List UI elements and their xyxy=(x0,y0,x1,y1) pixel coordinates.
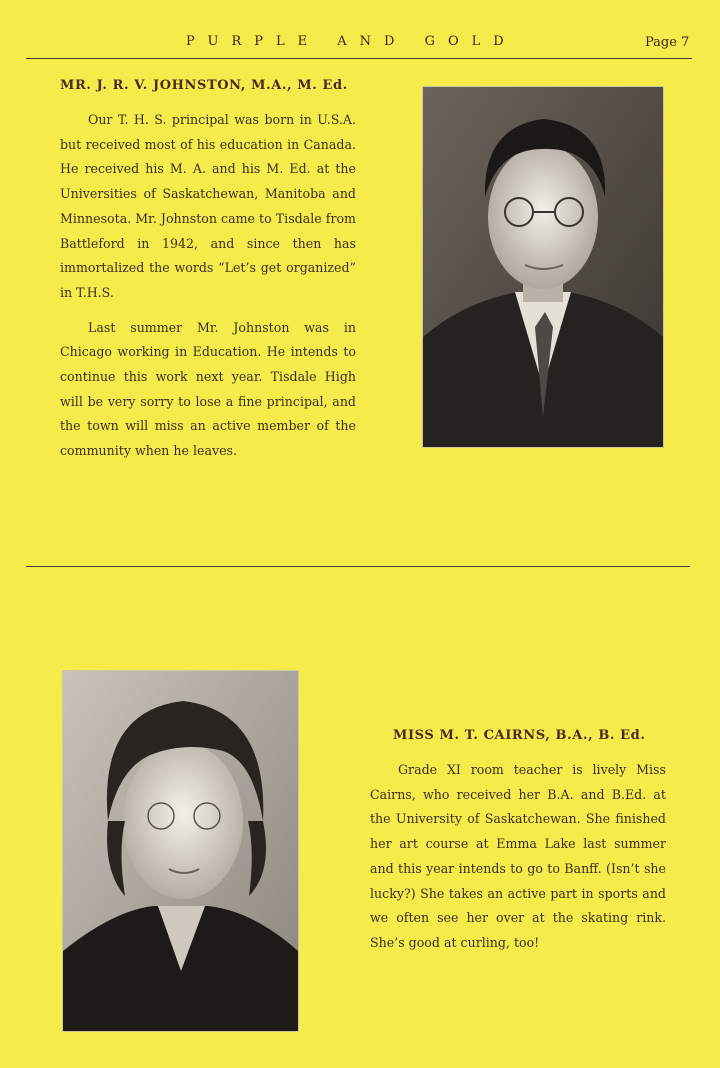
cairns-portrait xyxy=(62,670,299,1032)
cairns-paragraph-1: Grade XI room teacher is lively Miss Cairns, who received her B.A. and B.Ed. at the University of Saskatchewan. She finished her art course at Emma Lake last summer and this year intends to go to Banff. (Isn’t she lucky?) She takes an active part in sports and we often see her over at the skating rink. She’s good at curling, too! xyxy=(370,762,666,950)
johnston-portrait xyxy=(422,86,664,448)
page-number: Page 7 xyxy=(645,35,690,50)
cairns-bio xyxy=(370,758,666,956)
header-rule xyxy=(26,58,692,59)
section-divider xyxy=(26,566,690,567)
header-title: PURPLE AND GOLD xyxy=(186,34,517,49)
johnston-paragraph-2: Last summer Mr. Johnston was in Chicago working in Education. He intends to continue this work next year. Tisdale High will be very sorry to lose a fine principal, and the town will miss an active member of the community when he leaves. xyxy=(60,319,356,459)
johnston-paragraph-1: Our T. H. S. principal was born in U.S.A. but received most of his education in Canada. He received his M. A. and his M. Ed. at the Universities of Saskatchewan, Manitoba and Minnesota. Mr. Johnston came to Tisdale from Battleford in 1942, and since then has immortalized the words “Let’s get organized” in T.H.S. xyxy=(60,112,356,300)
johnston-bio xyxy=(60,108,356,464)
cairns-heading: MISS M. T. CAIRNS, B.A., B. Ed. xyxy=(393,728,646,743)
johnston-heading: MR. J. R. V. JOHNSTON, M.A., M. Ed. xyxy=(60,78,348,93)
